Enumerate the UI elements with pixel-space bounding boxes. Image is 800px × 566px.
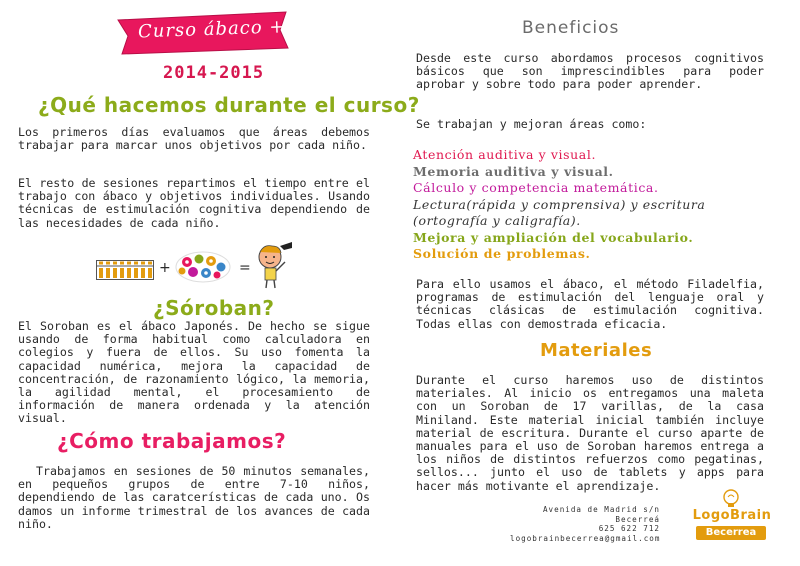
- banner-years: 2014-2015: [163, 63, 265, 83]
- paragraph-soroban: El Soroban es el ábaco Japonés. De hecho se sigue usando de forma habitual como calculadora en colegios y fuera de ellos. Su uso fomenta la capacidad numérica, mejora la capacidad de concentración, de razonamiento lógico, la memoria, la agilidad mental, el procesamiento de información de manera ordenada y la atención visual.: [18, 319, 370, 426]
- heading-beneficios: Beneficios: [522, 18, 620, 38]
- benefit-areas-list: [413, 147, 763, 263]
- logo-brand-text: LogoBrain: [692, 508, 772, 523]
- area-item-problemas: Solución de problemas.: [413, 246, 591, 261]
- paragraph-trabajamos: Trabajamos en sesiones de 50 minutos semanales, en pequeños grupos de entre 7-10 niños, dependiendo de las caratcerísticas de cada uno. Os damos un informe trimestral de los avances de cada niño.: [18, 464, 370, 531]
- area-item-calculo: Cálculo y competencia matemática.: [413, 180, 659, 195]
- heading-materiales: Materiales: [540, 340, 653, 361]
- area-item-lectura: Lectura(rápida y comprensiva) y escritura (ortografía y caligrafía).: [413, 196, 706, 228]
- equals-sign: =: [239, 260, 251, 276]
- paragraph-areas-intro: Se trabajan y mejoran áreas como:: [416, 117, 647, 131]
- title-banner: [112, 6, 292, 56]
- paragraph-evaluamos: Los primeros días evaluamos que áreas debemos trabajar para marcar unos objetivos por cada niño.: [18, 125, 370, 153]
- plus-sign: +: [159, 260, 171, 276]
- banner-title: Curso ábaco +: [137, 16, 286, 43]
- heading-que-hacemos: ¿Qué hacemos durante el curso?: [38, 93, 420, 117]
- paragraph-abordamos: Desde este curso abordamos procesos cognitivos básicos que son imprescindibles para poder aprobar y sobre todo para poder aprender.: [416, 51, 764, 92]
- equation-illustration: [96, 240, 296, 292]
- abacus-icon: [96, 260, 154, 280]
- paragraph-sesiones: El resto de sesiones repartimos el tiempo entre el trabajo con ábaco y objetivos individuales. Usando técnicas de estimulación cognitiva dependiendo de las necesidades de cada niño.: [18, 176, 370, 230]
- area-item-vocabulario: Mejora y ampliación del vocabulario.: [413, 229, 694, 245]
- area-item-memoria: Memoria auditiva y visual.: [413, 163, 614, 179]
- brain-gears-icon: [173, 250, 233, 284]
- heading-como-trabajamos: ¿Cómo trabajamos?: [57, 429, 287, 453]
- lightbulb-icon: [720, 488, 742, 510]
- contact-phone: 625 622 712: [598, 524, 660, 534]
- contact-town: Becerreá: [615, 514, 660, 524]
- paragraph-materiales: Durante el curso haremos uso de distintos materiales. Al inicio os entregamos una maleta con un Soroban de 17 varillas, de la casa Miniland. Este material inicial también incluye material de escritura. Durante el curso aparte de manuales para el uso de Soroban haremos entrega a los niños de distintos refuerzos como pegatinas, sellos... junto el uso de tablets y apps para hacer más motivante el aprendizaje.: [416, 373, 764, 493]
- contact-block: [510, 505, 660, 543]
- logo-place-badge: Becerrea: [696, 526, 766, 540]
- contact-email[interactable]: logobrainbecerrea@gmail.com: [510, 533, 661, 543]
- heading-soroban: ¿Sóroban?: [153, 296, 275, 320]
- graduate-child-icon: [254, 240, 294, 290]
- area-item-atencion: Atención auditiva y visual.: [413, 147, 597, 162]
- contact-address: Avenida de Madrid s/n: [542, 505, 660, 514]
- paragraph-metodos: Para ello usamos el ábaco, el método Filadelfia, programas de estimulación del lenguaje oral y técnicas clásicas de estimulación cognitiva. Todas ellas con demostrada eficacia.: [416, 277, 764, 331]
- logobrain-logo: [688, 488, 774, 546]
